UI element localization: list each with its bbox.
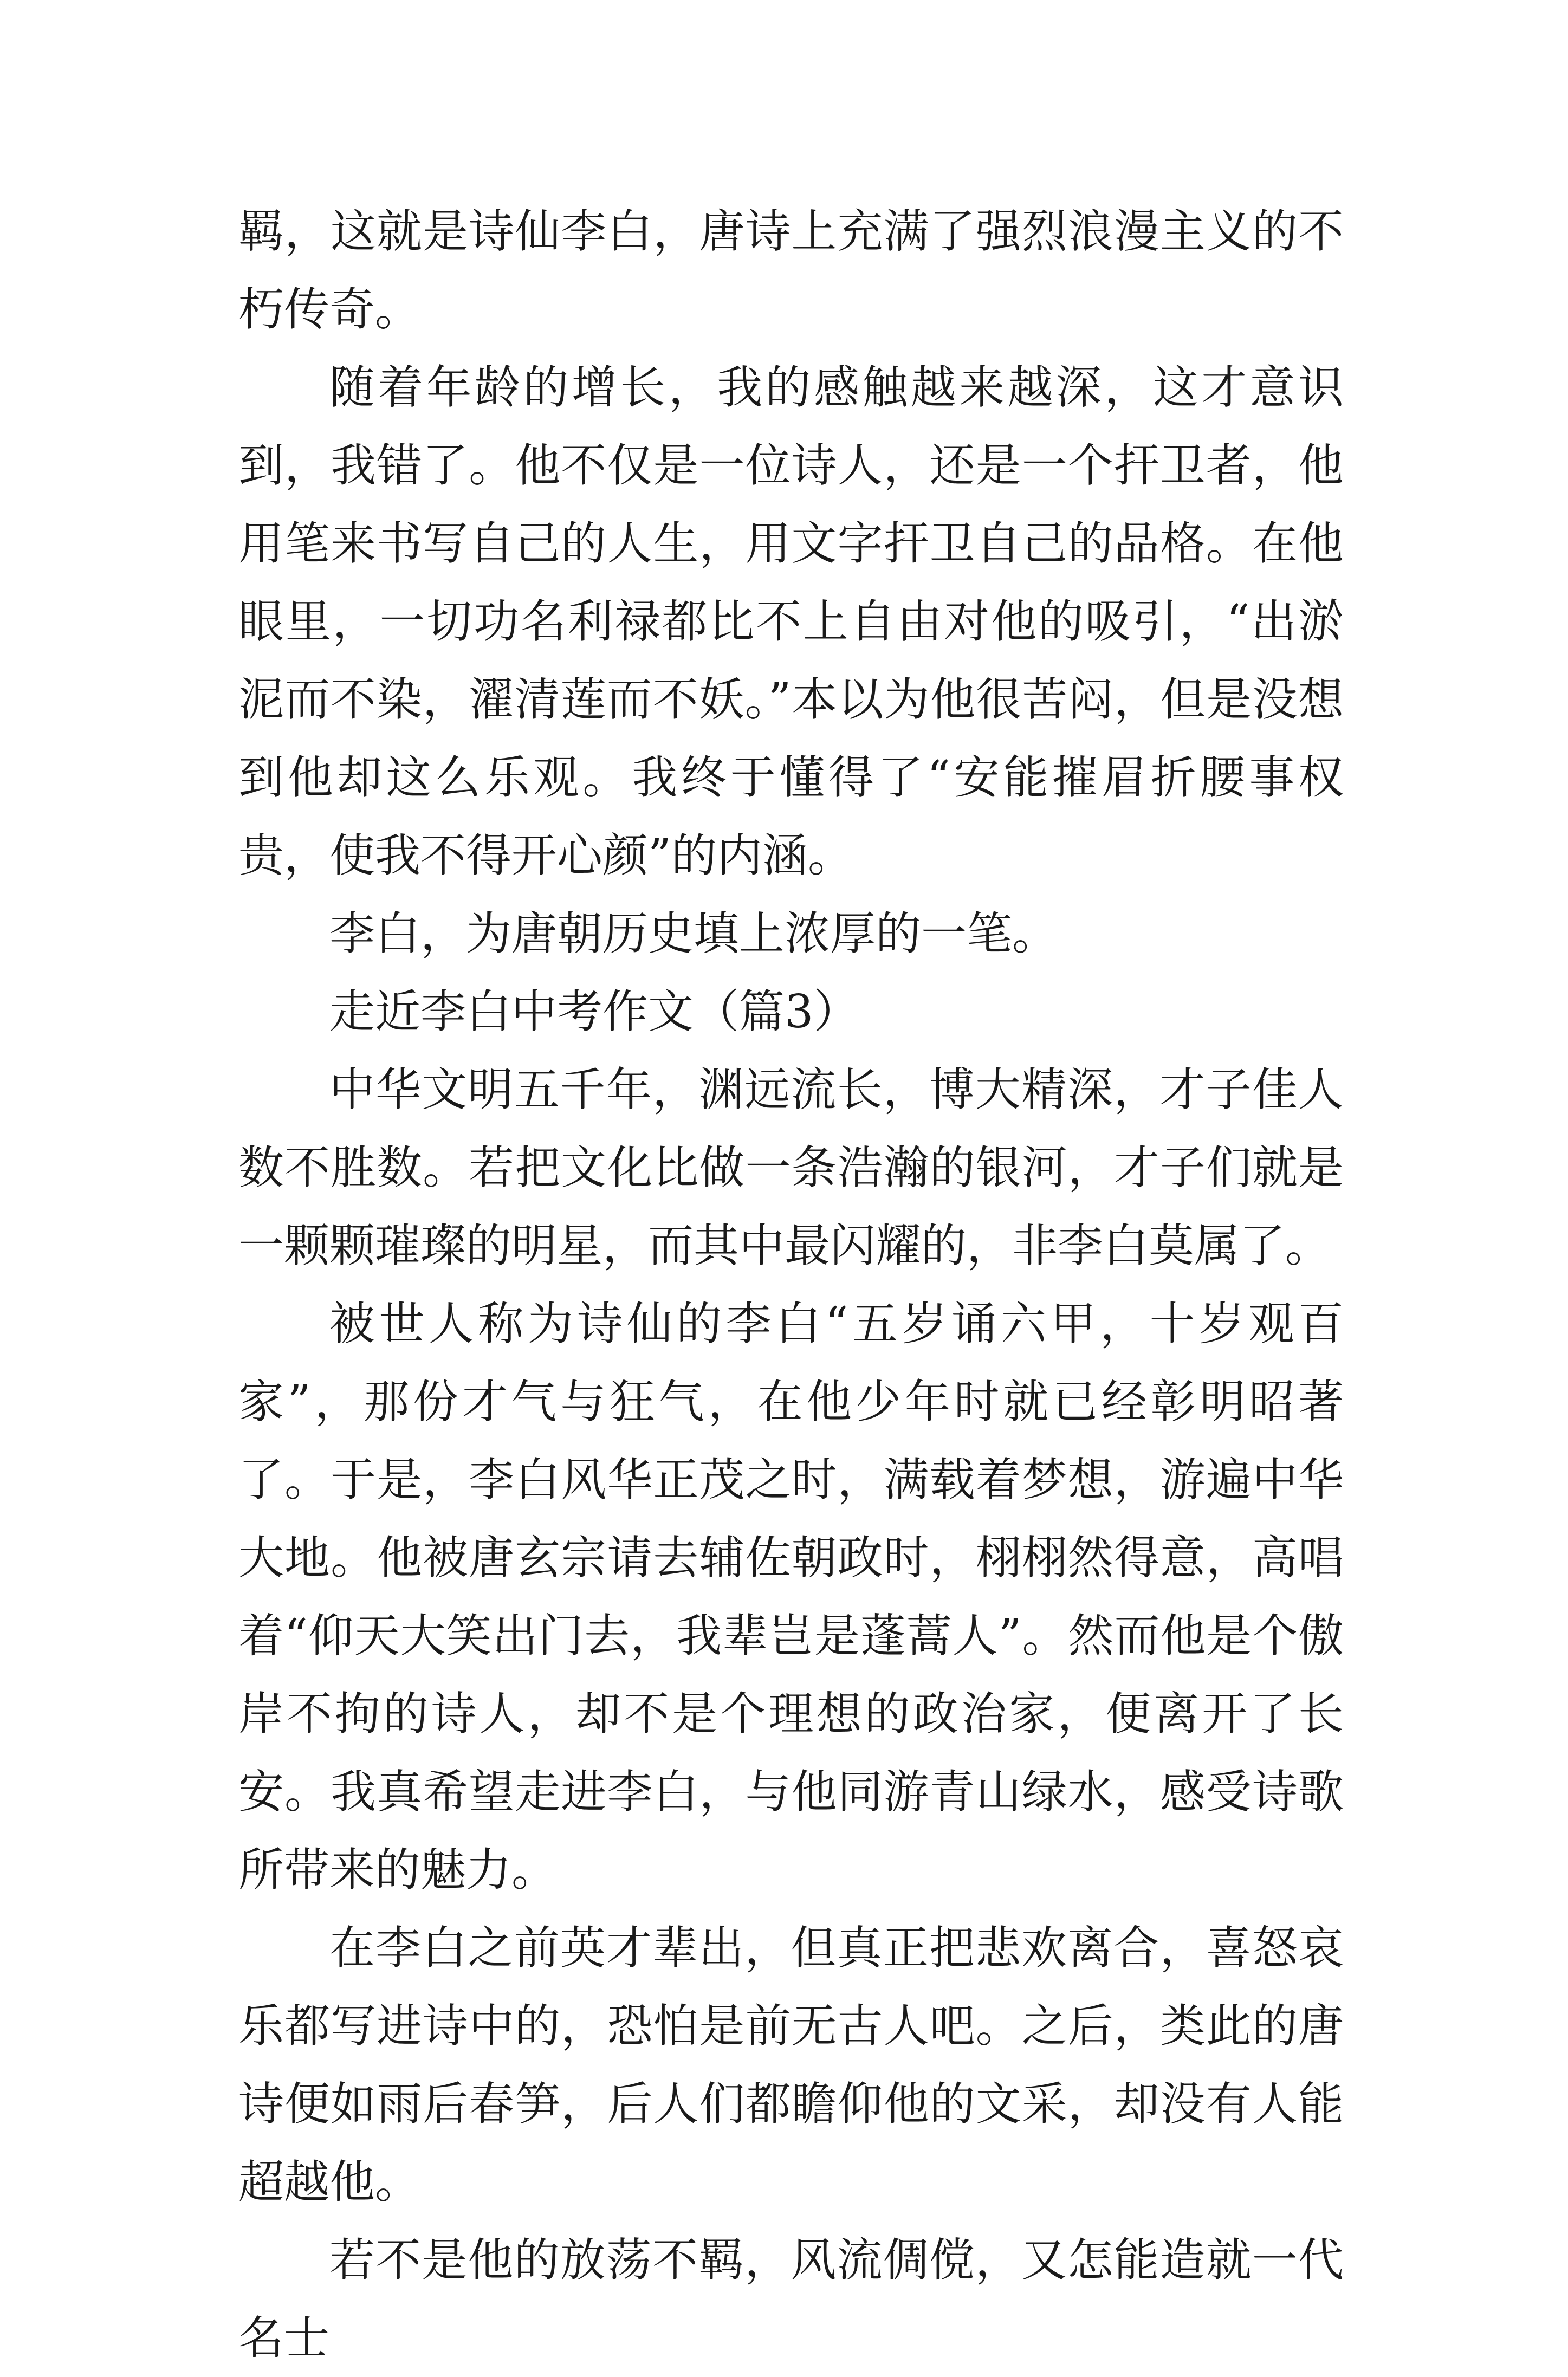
document-body (238, 192, 1344, 2377)
paragraph-4: 中华文明五千年，渊远流长，博大精深，才子佳人数不胜数。若把文化比做一条浩瀚的银河，才子们就是一颗颗璀璨的明星，而其中最闪耀的，非李白莫属了。 (238, 1063, 1344, 1272)
section-heading: 走近李白中考作文（篇3） (329, 985, 859, 1038)
paragraph-1: 羁，这就是诗仙李白，唐诗上充满了强烈浪漫主义的不朽传奇。 (238, 205, 1344, 336)
paragraph-3: 李白，为唐朝历史填上浓厚的一笔。 (329, 907, 1058, 960)
paragraph-6: 在李白之前英才辈出，但真正把悲欢离合，喜怒哀乐都写进诗中的，恐怕是前无古人吧。之后，类此的唐诗便如雨后春笋，后人们都瞻仰他的文采，却没有人能超越他。 (238, 1921, 1344, 2208)
paragraph-5: 被世人称为诗仙的李白“五岁诵六甲，十岁观百家”，那份才气与狂气，在他少年时就已经彰明昭著了。于是，李白风华正茂之时，满载着梦想，游遍中华大地。他被唐玄宗请去辅佐朝政时，栩栩然得意，高唱着“仰天大笑出门去，我辈岂是蓬蒿人”。然而他是个傲岸不拘的诗人，却不是个理想的政治家，便离开了长安。我真希望走进李白，与他同游青山绿水，感受诗歌所带来的魅力。 (238, 1297, 1344, 1896)
paragraph-7: 若不是他的放荡不羁，风流倜傥，又怎能造就一代名士 (238, 2233, 1344, 2365)
paragraph-2: 随着年龄的增长，我的感触越来越深，这才意识到，我错了。他不仅是一位诗人，还是一个扞卫者，他用笔来书写自己的人生，用文字扞卫自己的品格。在他眼里，一切功名利禄都比不上自由对他的吸引，“出淤泥而不染，濯清莲而不妖。”本以为他很苦闷，但是没想到他却这么乐观。我终于懂得了“安能摧眉折腰事权贵，使我不得开心颜”的内涵。 (238, 361, 1344, 882)
